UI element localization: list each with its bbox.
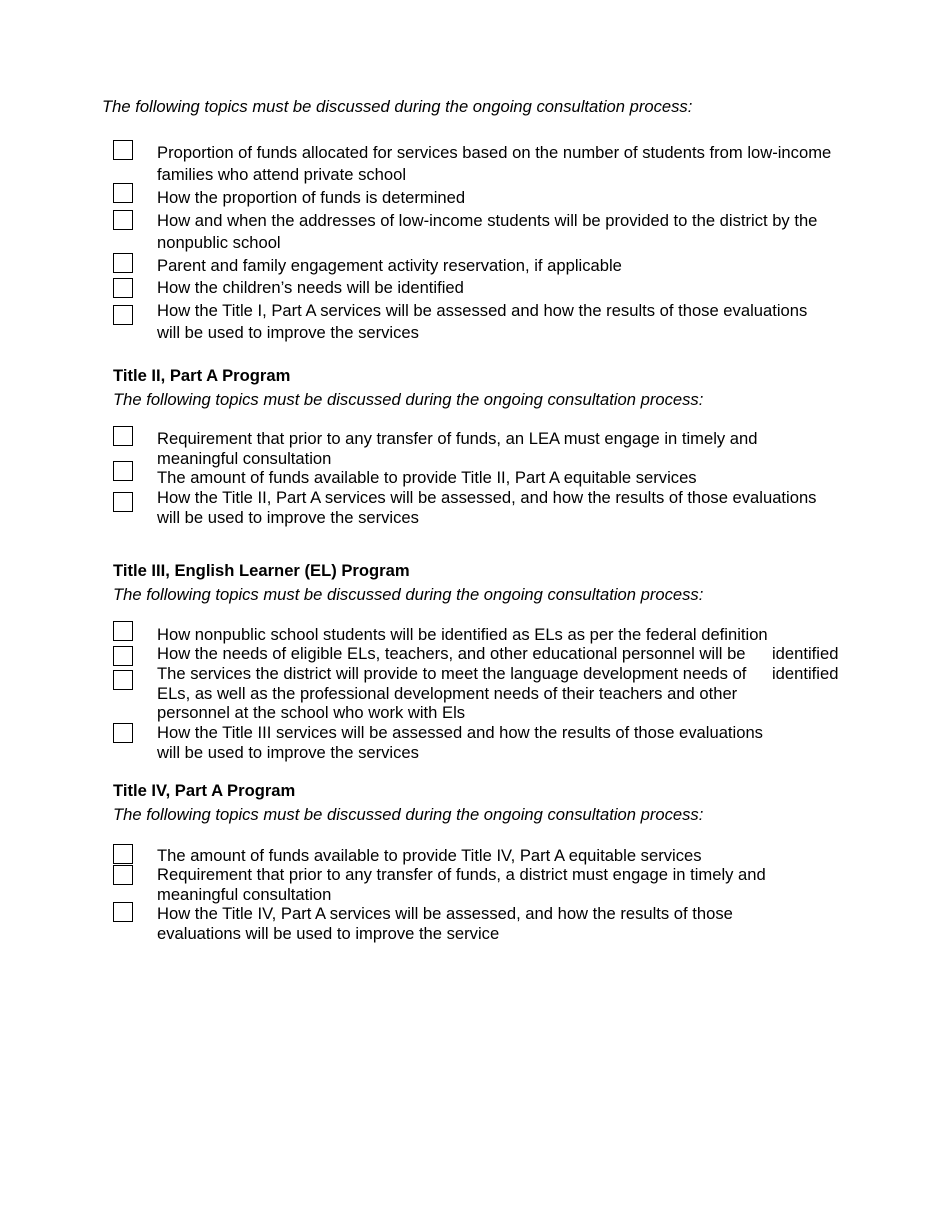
title-iii-item-3-line-1-end: identified [772,664,839,683]
title-iii-item-3-line-1: The services the district will provide to meet the language development needs of [157,664,747,683]
title-iii-checkbox-3[interactable] [113,670,133,690]
title-ii-item-3-line-1: How the Title II, Part A services will be assessed, and how the results of those evaluations [157,488,817,507]
title-iv-item-3-line-2: evaluations will be used to improve the service [157,924,500,943]
title-i-item-4-line-1: Parent and family engagement activity reservation, if applicable [157,256,622,275]
title-iii-checkbox-1[interactable] [113,621,133,641]
title-i-item-1-line-1: Proportion of funds allocated for services based on the number of students from low-income [157,143,832,162]
title-iv-item-2-line-2: meaningful consultation [157,885,332,904]
title-ii-checkbox-1[interactable] [113,426,133,446]
title-i-item-5-line-1: How the children’s needs will be identified [157,278,464,297]
title-i-checkbox-2[interactable] [113,183,133,203]
title-iv-checkbox-3[interactable] [113,902,133,922]
title-i-checkbox-4[interactable] [113,253,133,273]
title-iv-checkbox-2[interactable] [113,865,133,885]
title-ii-item-2-line-1: The amount of funds available to provide Title II, Part A equitable services [157,468,697,487]
title-iv-note: The following topics must be discussed during the ongoing consultation process: [113,805,704,824]
title-iii-checkbox-2[interactable] [113,646,133,666]
title-iii-item-4-line-1: How the Title III services will be assessed and how the results of those evaluations [157,723,763,742]
title-i-item-6-line-1: How the Title I, Part A services will be assessed and how the results of those evaluations [157,301,808,320]
title-i-item-3-line-2: nonpublic school [157,233,281,252]
title-ii-heading: Title II, Part A Program [113,366,291,385]
title-iii-heading: Title III, English Learner (EL) Program [113,561,410,580]
title-ii-item-3-line-2: will be used to improve the services [157,508,419,527]
title-i-checkbox-3[interactable] [113,210,133,230]
title-iii-item-1-line-1: How nonpublic school students will be identified as ELs as per the federal definition [157,625,768,644]
title-iii-item-2-line-1-end: identified [772,644,839,663]
intro-note: The following topics must be discussed during the ongoing consultation process: [102,97,693,116]
title-iv-checkbox-1[interactable] [113,844,133,864]
title-iv-item-3-line-1: How the Title IV, Part A services will be assessed, and how the results of those [157,904,733,923]
title-ii-item-1-line-2: meaningful consultation [157,449,332,468]
title-ii-item-1-line-1: Requirement that prior to any transfer of funds, an LEA must engage in timely and [157,429,758,448]
title-ii-checkbox-3[interactable] [113,492,133,512]
title-iii-item-3-line-3: personnel at the school who work with Els [157,703,466,722]
title-iii-item-4-line-2: will be used to improve the services [157,743,419,762]
title-ii-checkbox-2[interactable] [113,461,133,481]
title-iii-note: The following topics must be discussed during the ongoing consultation process: [113,585,704,604]
title-ii-note: The following topics must be discussed during the ongoing consultation process: [113,390,704,409]
title-i-checkbox-5[interactable] [113,278,133,298]
title-iii-item-2-line-1: How the needs of eligible ELs, teachers, and other educational personnel will be [157,644,746,663]
title-iv-item-1-line-1: The amount of funds available to provide Title IV, Part A equitable services [157,846,702,865]
title-iii-item-3-line-2: ELs, as well as the professional development needs of their teachers and other [157,684,738,703]
title-i-item-2-line-1: How the proportion of funds is determined [157,188,466,207]
title-iv-heading: Title IV, Part A Program [113,781,296,800]
title-i-item-6-line-2: will be used to improve the services [157,323,419,342]
title-i-item-3-line-1: How and when the addresses of low-income students will be provided to the district by the [157,211,818,230]
title-i-checkbox-6[interactable] [113,305,133,325]
title-i-item-1-line-2: families who attend private school [157,165,407,184]
title-i-checkbox-1[interactable] [113,140,133,160]
title-iv-item-2-line-1: Requirement that prior to any transfer of funds, a district must engage in timely and [157,865,766,884]
title-iii-checkbox-4[interactable] [113,723,133,743]
